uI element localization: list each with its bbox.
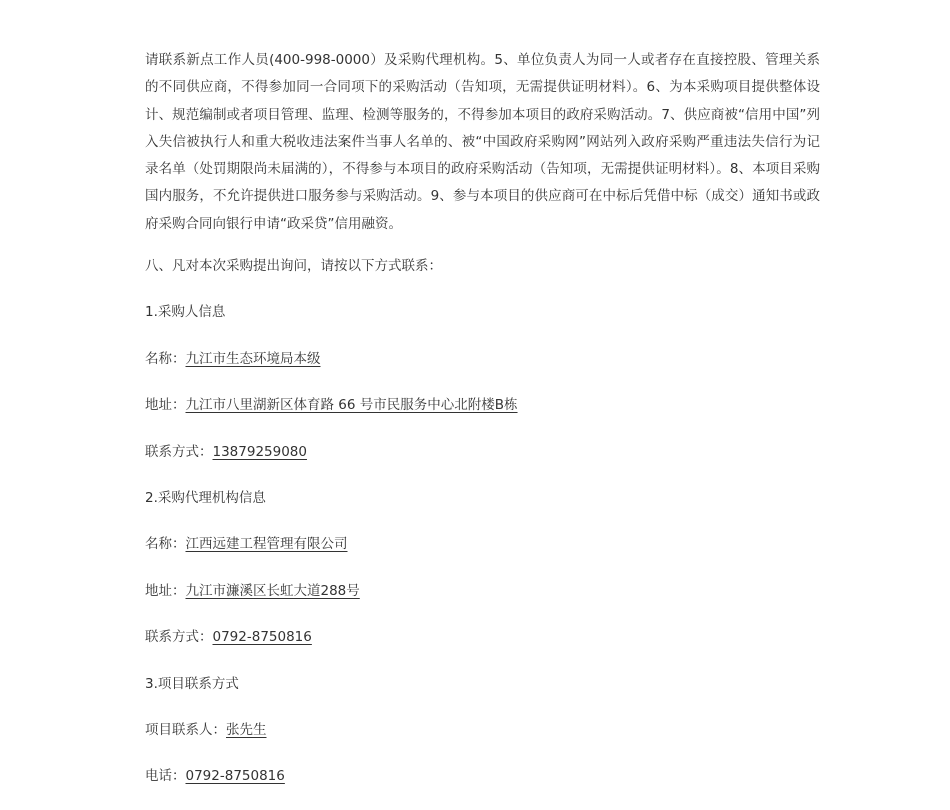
project-contact-heading: 3.项目联系方式 xyxy=(145,675,239,692)
agency-address-row xyxy=(145,581,820,601)
purchaser-contact-value: 13879259080 xyxy=(212,443,307,460)
announcement-content xyxy=(145,47,820,786)
purchaser-address-label: 地址： xyxy=(145,397,186,414)
purchaser-address-row xyxy=(145,395,820,415)
section-8-heading: 八、凡对本次采购提出询问，请按以下方式联系： xyxy=(145,258,442,275)
purchaser-contact-label: 联系方式： xyxy=(145,443,213,460)
project-phone-value: 0792-8750816 xyxy=(185,768,285,785)
agency-contact-label: 联系方式： xyxy=(145,629,213,646)
purchaser-heading: 1.采购人信息 xyxy=(145,304,226,321)
purchaser-name-value: 九江市生态环境局本级 xyxy=(185,350,321,367)
agency-contact-value: 0792-8750816 xyxy=(212,629,312,646)
purchaser-address-value: 九江市八里湖新区体育路 66 号市民服务中心北附楼B栋 xyxy=(185,397,518,414)
purchaser-contact-row xyxy=(145,442,820,462)
agency-name-value: 江西远建工程管理有限公司 xyxy=(185,536,348,553)
project-person-row xyxy=(145,720,820,740)
project-person-label: 项目联系人： xyxy=(145,721,226,738)
agency-contact-row xyxy=(145,627,820,647)
project-person-value: 张先生 xyxy=(226,721,267,738)
purchaser-name-row xyxy=(145,349,820,369)
project-phone-label: 电话： xyxy=(145,768,186,785)
intro-paragraph: 请联系新点工作人员(400-998-0000）及采购代理机构。5、单位负责人为同一人或者存在直接控股、管理关系的不同供应商，不得参加同一合同项下的采购活动（告知项，无需提供证明材料）。6、为本采购项目提供整体设计、规范编制或者项目管理、监理、检测等服务的，不得参加本项目的政府采购活动。7、供应商被“信用中国”列入失信被执行人和重大税收违法案件当事人名单的、被“中国政府采购网”网站列入政府采购严重违法失信行为记录名单（处罚期限尚未届满的），不得参与本项目的政府采购活动（告知项，无需提供证明材料）。8、本项目采购国内服务，不允许提供进口服务参与采购活动。9、参与本项目的供应商可在中标后凭借中标（成交）通知书或政府采购合同向银行申请“政采贷”信用融资。 xyxy=(145,52,820,232)
agency-address-value: 九江市濂溪区长虹大道288号 xyxy=(185,582,360,599)
purchaser-name-label: 名称： xyxy=(145,350,186,367)
agency-heading: 2.采购代理机构信息 xyxy=(145,490,266,507)
agency-name-label: 名称： xyxy=(145,536,186,553)
agency-name-row xyxy=(145,534,820,554)
agency-address-label: 地址： xyxy=(145,582,186,599)
project-phone-row xyxy=(145,766,820,786)
